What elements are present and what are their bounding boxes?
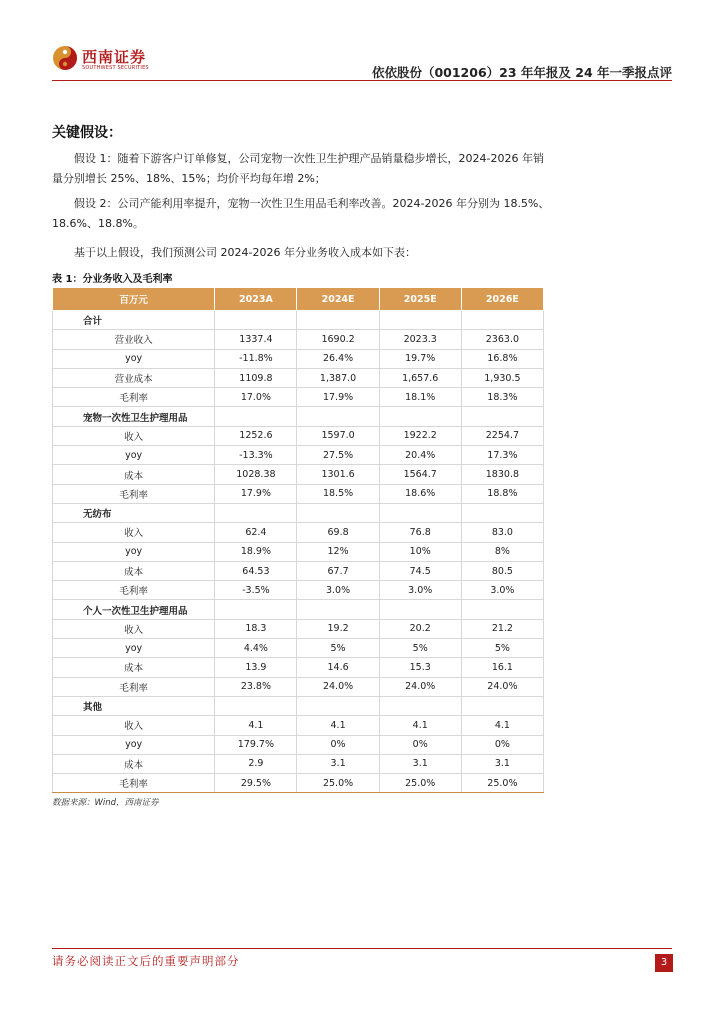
value-cell: 4.4% xyxy=(215,639,297,658)
table-row xyxy=(53,716,544,735)
table-group-row xyxy=(53,696,544,715)
value-cell: 18.9% xyxy=(215,542,297,561)
header-cell-unit: 百万元 xyxy=(53,288,215,311)
footer-divider xyxy=(52,948,672,949)
group-label-cell: 无纺布 xyxy=(53,503,215,522)
value-cell: 12% xyxy=(297,542,379,561)
value-cell: 21.2 xyxy=(461,619,543,638)
header-divider xyxy=(52,80,672,81)
company-logo xyxy=(52,45,152,75)
header-cell-2024e: 2024E xyxy=(297,288,379,311)
value-cell: 13.9 xyxy=(215,658,297,677)
value-cell: 3.1 xyxy=(297,754,379,773)
value-cell: 5% xyxy=(297,639,379,658)
row-label-cell: yoy xyxy=(53,446,215,465)
row-label-cell: 成本 xyxy=(53,658,215,677)
table-row xyxy=(53,368,544,387)
value-cell: 26.4% xyxy=(297,349,379,368)
table-row xyxy=(53,349,544,368)
value-cell: 18.6% xyxy=(379,484,461,503)
footer-disclaimer: 请务必阅读正文后的重要声明部分 xyxy=(52,954,240,968)
value-cell: 3.1 xyxy=(379,754,461,773)
value-cell: 1922.2 xyxy=(379,426,461,445)
table-group-row xyxy=(53,600,544,619)
empty-cell xyxy=(461,503,543,522)
value-cell: 16.1 xyxy=(461,658,543,677)
empty-cell xyxy=(461,600,543,619)
empty-cell xyxy=(215,696,297,715)
forecast-intro-paragraph: 基于以上假设，我们预测公司 2024-2026 年分业务收入成本如下表： xyxy=(74,246,416,259)
table-row xyxy=(53,484,544,503)
row-label-cell: 收入 xyxy=(53,619,215,638)
value-cell: 2254.7 xyxy=(461,426,543,445)
table-group-row xyxy=(53,503,544,522)
value-cell: 18.5% xyxy=(297,484,379,503)
assumption-paragraph-2: 假设 2：公司产能利用率提升，宠物一次性卫生用品毛利率改善。2024-2026 年分别为 18.5%、18.6%、18.8%。 xyxy=(52,197,550,230)
table-header-row xyxy=(53,288,544,311)
row-label-cell: 收入 xyxy=(53,426,215,445)
row-label-cell: 毛利率 xyxy=(53,774,215,793)
empty-cell xyxy=(461,407,543,426)
value-cell: 24.0% xyxy=(461,677,543,696)
table-row xyxy=(53,754,544,773)
empty-cell xyxy=(461,311,543,330)
value-cell: 8% xyxy=(461,542,543,561)
row-label-cell: 毛利率 xyxy=(53,677,215,696)
table-row xyxy=(53,446,544,465)
row-label-cell: 收入 xyxy=(53,716,215,735)
table-group-row xyxy=(53,311,544,330)
value-cell: 4.1 xyxy=(215,716,297,735)
header-cell-2025e: 2025E xyxy=(379,288,461,311)
row-label-cell: 成本 xyxy=(53,754,215,773)
value-cell: 1597.0 xyxy=(297,426,379,445)
value-cell: -3.5% xyxy=(215,581,297,600)
value-cell: 0% xyxy=(297,735,379,754)
empty-cell xyxy=(215,600,297,619)
row-label-cell: 成本 xyxy=(53,465,215,484)
value-cell: 17.9% xyxy=(297,388,379,407)
value-cell: 1830.8 xyxy=(461,465,543,484)
empty-cell xyxy=(379,311,461,330)
value-cell: 20.2 xyxy=(379,619,461,638)
value-cell: 15.3 xyxy=(379,658,461,677)
row-label-cell: yoy xyxy=(53,639,215,658)
logo-name: 西南证券 xyxy=(82,48,147,66)
group-label-cell: 宠物一次性卫生护理用品 xyxy=(53,407,215,426)
empty-cell xyxy=(215,311,297,330)
value-cell: 1,930.5 xyxy=(461,368,543,387)
row-label-cell: yoy xyxy=(53,349,215,368)
value-cell: 1,387.0 xyxy=(297,368,379,387)
value-cell: 83.0 xyxy=(461,523,543,542)
table-row xyxy=(53,542,544,561)
table-row xyxy=(53,561,544,580)
table-row xyxy=(53,774,544,793)
value-cell: 18.3 xyxy=(215,619,297,638)
table-row xyxy=(53,639,544,658)
value-cell: 29.5% xyxy=(215,774,297,793)
value-cell: 16.8% xyxy=(461,349,543,368)
value-cell: 64.53 xyxy=(215,561,297,580)
value-cell: 4.1 xyxy=(297,716,379,735)
empty-cell xyxy=(297,696,379,715)
row-label-cell: 成本 xyxy=(53,561,215,580)
value-cell: 25.0% xyxy=(461,774,543,793)
value-cell: 25.0% xyxy=(379,774,461,793)
empty-cell xyxy=(297,503,379,522)
value-cell: 76.8 xyxy=(379,523,461,542)
header-cell-2023a: 2023A xyxy=(215,288,297,311)
group-label-cell: 个人一次性卫生护理用品 xyxy=(53,600,215,619)
value-cell: 67.7 xyxy=(297,561,379,580)
value-cell: 1,657.6 xyxy=(379,368,461,387)
group-label-cell: 合计 xyxy=(53,311,215,330)
row-label-cell: 毛利率 xyxy=(53,484,215,503)
row-label-cell: yoy xyxy=(53,735,215,754)
value-cell: 3.0% xyxy=(297,581,379,600)
value-cell: 1252.6 xyxy=(215,426,297,445)
table-row xyxy=(53,523,544,542)
value-cell: 80.5 xyxy=(461,561,543,580)
report-header-title: 依依股份（001206）23 年年报及 24 年一季报点评 xyxy=(371,65,672,80)
assumption-paragraph-1: 假设 1：随着下游客户订单修复，公司宠物一次性卫生护理产品销量稳步增长，2024-2026 年销量分别增长 25%、18%、15%；均价平均每年增 2%； xyxy=(52,152,544,185)
value-cell: 17.9% xyxy=(215,484,297,503)
logo-subtitle: SOUTHWEST SECURITIES xyxy=(82,65,149,71)
value-cell: 1301.6 xyxy=(297,465,379,484)
table-caption: 表 1：分业务收入及毛利率 xyxy=(52,274,173,285)
group-label-cell: 其他 xyxy=(53,696,215,715)
table-group-row xyxy=(53,407,544,426)
value-cell: 1109.8 xyxy=(215,368,297,387)
empty-cell xyxy=(297,600,379,619)
empty-cell xyxy=(215,503,297,522)
row-label-cell: 毛利率 xyxy=(53,388,215,407)
value-cell: 0% xyxy=(379,735,461,754)
row-label-cell: 营业成本 xyxy=(53,368,215,387)
value-cell: 2.9 xyxy=(215,754,297,773)
value-cell: -13.3% xyxy=(215,446,297,465)
row-label-cell: 营业收入 xyxy=(53,330,215,349)
value-cell: 19.2 xyxy=(297,619,379,638)
empty-cell xyxy=(379,407,461,426)
page-number: 3 xyxy=(655,954,673,972)
value-cell: 62.4 xyxy=(215,523,297,542)
value-cell: 18.3% xyxy=(461,388,543,407)
value-cell: 24.0% xyxy=(297,677,379,696)
value-cell: 17.0% xyxy=(215,388,297,407)
value-cell: 18.8% xyxy=(461,484,543,503)
table-row xyxy=(53,388,544,407)
value-cell: 27.5% xyxy=(297,446,379,465)
value-cell: 17.3% xyxy=(461,446,543,465)
value-cell: -11.8% xyxy=(215,349,297,368)
value-cell: 19.7% xyxy=(379,349,461,368)
header-cell-2026e: 2026E xyxy=(461,288,543,311)
empty-cell xyxy=(379,503,461,522)
value-cell: 14.6 xyxy=(297,658,379,677)
row-label-cell: 毛利率 xyxy=(53,581,215,600)
value-cell: 0% xyxy=(461,735,543,754)
empty-cell xyxy=(379,600,461,619)
empty-cell xyxy=(297,311,379,330)
value-cell: 3.0% xyxy=(379,581,461,600)
value-cell: 74.5 xyxy=(379,561,461,580)
row-label-cell: yoy xyxy=(53,542,215,561)
value-cell: 24.0% xyxy=(379,677,461,696)
section-title: 关键假设： xyxy=(52,125,122,141)
value-cell: 4.1 xyxy=(379,716,461,735)
value-cell: 1564.7 xyxy=(379,465,461,484)
value-cell: 69.8 xyxy=(297,523,379,542)
value-cell: 2023.3 xyxy=(379,330,461,349)
table-row xyxy=(53,677,544,696)
table-row xyxy=(53,426,544,445)
data-source-note: 数据来源：Wind，西南证券 xyxy=(52,798,159,808)
table-row xyxy=(53,330,544,349)
empty-cell xyxy=(215,407,297,426)
value-cell: 3.1 xyxy=(461,754,543,773)
value-cell: 23.8% xyxy=(215,677,297,696)
value-cell: 4.1 xyxy=(461,716,543,735)
value-cell: 2363.0 xyxy=(461,330,543,349)
table-row xyxy=(53,581,544,600)
value-cell: 10% xyxy=(379,542,461,561)
value-cell: 1690.2 xyxy=(297,330,379,349)
row-label-cell: 收入 xyxy=(53,523,215,542)
value-cell: 18.1% xyxy=(379,388,461,407)
empty-cell xyxy=(379,696,461,715)
value-cell: 20.4% xyxy=(379,446,461,465)
table-row xyxy=(53,465,544,484)
empty-cell xyxy=(461,696,543,715)
table-row xyxy=(53,735,544,754)
value-cell: 5% xyxy=(461,639,543,658)
value-cell: 3.0% xyxy=(461,581,543,600)
value-cell: 5% xyxy=(379,639,461,658)
value-cell: 1337.4 xyxy=(215,330,297,349)
value-cell: 25.0% xyxy=(297,774,379,793)
value-cell: 1028.38 xyxy=(215,465,297,484)
value-cell: 179.7% xyxy=(215,735,297,754)
table-row xyxy=(53,619,544,638)
business-revenue-table xyxy=(52,287,544,793)
logo-emblem-icon xyxy=(52,45,78,71)
empty-cell xyxy=(297,407,379,426)
table-row xyxy=(53,658,544,677)
